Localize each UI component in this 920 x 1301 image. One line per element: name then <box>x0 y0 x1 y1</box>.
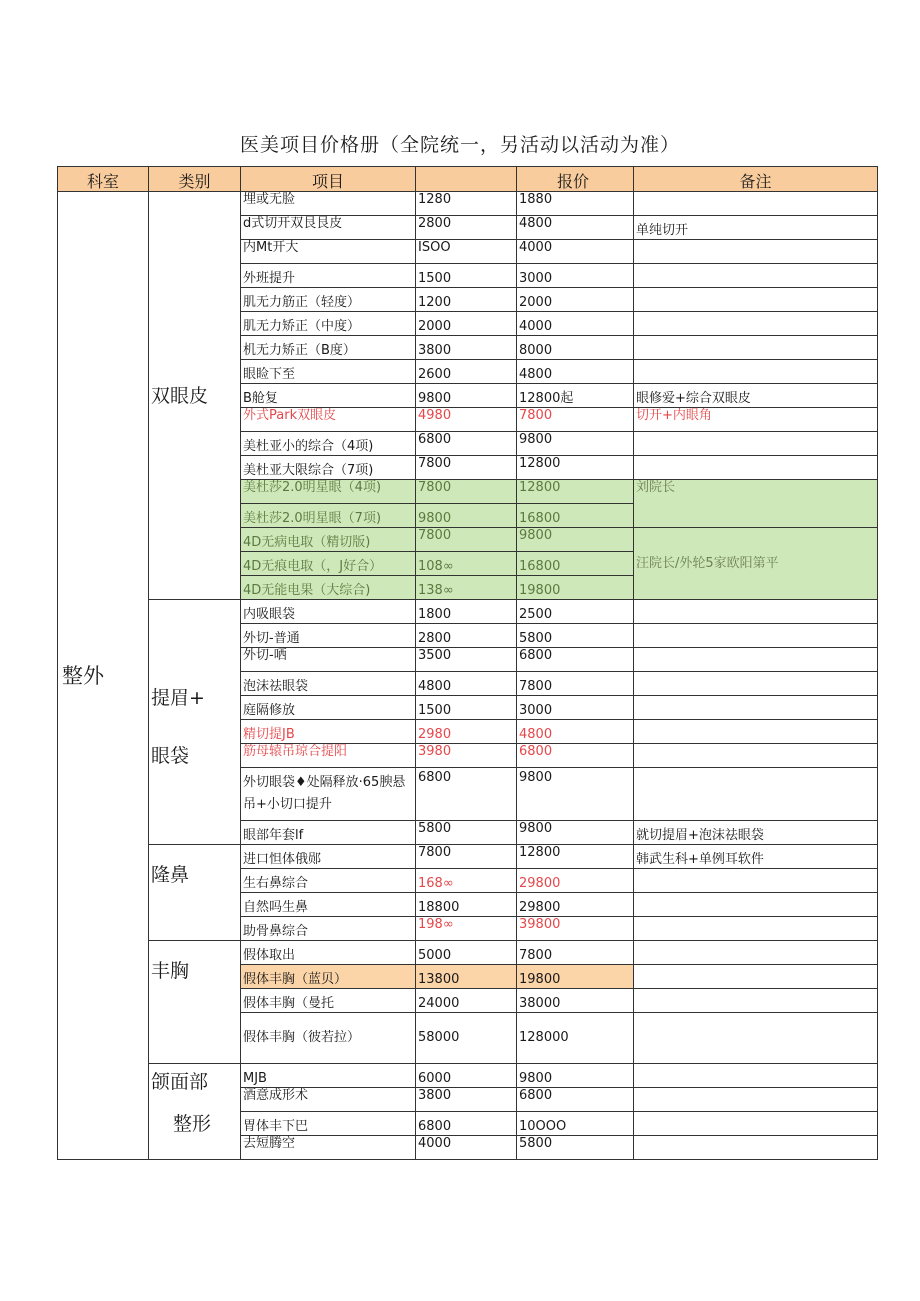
price-2: 4800 <box>517 360 634 384</box>
note <box>634 1064 878 1088</box>
note <box>634 869 878 893</box>
price-2: 9800 <box>517 768 634 821</box>
item-name: 助骨鼻综合 <box>241 917 416 941</box>
category-label: 整形 <box>173 1113 212 1135</box>
note: 汪院长/外轮5家欧阳第平 <box>634 528 878 600</box>
item-name: 内吸眼袋 <box>241 600 416 624</box>
price-2: 3000 <box>517 264 634 288</box>
price-1: 6800 <box>416 1112 517 1136</box>
note <box>634 989 878 1013</box>
header-note: 备注 <box>634 167 878 192</box>
price-1: 18800 <box>416 893 517 917</box>
item-name: 生右鼻综合 <box>241 869 416 893</box>
note <box>634 768 878 821</box>
price-1: 2800 <box>416 216 517 240</box>
price-1: 4800 <box>416 672 517 696</box>
note <box>634 624 878 648</box>
price-1: 3500 <box>416 648 517 672</box>
price-2: 128000 <box>517 1013 634 1064</box>
price-2: 6800 <box>517 648 634 672</box>
item-name: 4D无痕电取（，J好合） <box>241 552 416 576</box>
price-2: 16800 <box>517 552 634 576</box>
item-name: 酒意成形术 <box>241 1088 416 1112</box>
price-2: 4000 <box>517 240 634 264</box>
category-label: 丰胸 <box>151 960 190 982</box>
note <box>634 1136 878 1160</box>
price-1: 138∞ <box>416 576 517 600</box>
price-1: 1500 <box>416 264 517 288</box>
price-1: 4000 <box>416 1136 517 1160</box>
price-1: 1280 <box>416 192 517 216</box>
price-1: 2800 <box>416 624 517 648</box>
price-2: 29800 <box>517 893 634 917</box>
table-header-row <box>58 167 878 192</box>
note: 就切提眉+泡沫祛眼袋 <box>634 821 878 845</box>
price-1: 6800 <box>416 768 517 821</box>
item-name: 进口怛体俄郧 <box>241 845 416 869</box>
note <box>634 941 878 965</box>
price-2: 6800 <box>517 1088 634 1112</box>
price-1: 1200 <box>416 288 517 312</box>
price-2: 19800 <box>517 965 634 989</box>
price-2: 12800 <box>517 480 634 504</box>
category-double-eyelid <box>149 192 241 600</box>
note <box>634 264 878 288</box>
note <box>634 696 878 720</box>
price-2: 2500 <box>517 600 634 624</box>
item-name: 埋或无脸 <box>241 192 416 216</box>
item-name: 假体取出 <box>241 941 416 965</box>
price-1: 2980 <box>416 720 517 744</box>
price-1: 9800 <box>416 504 517 528</box>
price-2: 8000 <box>517 336 634 360</box>
price-1: 58000 <box>416 1013 517 1064</box>
note: 刘院长 <box>634 480 878 528</box>
item-name: 眼部年套lf <box>241 821 416 845</box>
note <box>634 720 878 744</box>
item-name: 筋母辕吊琼合提阳 <box>241 744 416 768</box>
price-table <box>57 166 878 1160</box>
note <box>634 432 878 456</box>
price-2: 12800起 <box>517 384 634 408</box>
price-2: 7800 <box>517 408 634 432</box>
item-name: 4D无病电取（精切版) <box>241 528 416 552</box>
note <box>634 336 878 360</box>
item-name: MJB <box>241 1064 416 1088</box>
item-name: 美杜莎2.0明星眼（4项) <box>241 480 416 504</box>
item-name: 眼睑下至 <box>241 360 416 384</box>
page-title: 医美项目价格册（全院统一，另活动以活动为准） <box>239 134 680 156</box>
price-1: 7800 <box>416 528 517 552</box>
price-2: 9800 <box>517 821 634 845</box>
table-row <box>58 192 878 216</box>
note <box>634 893 878 917</box>
header-dept: 科室 <box>58 167 149 192</box>
note <box>634 917 878 941</box>
item-name: 肌无力矫正（中度） <box>241 312 416 336</box>
item-name: 内Mt开大 <box>241 240 416 264</box>
price-1: 5800 <box>416 821 517 845</box>
price-2: 4800 <box>517 216 634 240</box>
category-label: 双眼皮 <box>151 384 209 407</box>
note <box>634 240 878 264</box>
header-category: 类别 <box>149 167 241 192</box>
table-row <box>58 600 878 624</box>
price-2: 6800 <box>517 744 634 768</box>
item-name: 美杜亚大限综合（7项) <box>241 456 416 480</box>
note: 单纯切开 <box>634 216 878 240</box>
header-item: 项目 <box>241 167 416 192</box>
note: 切开+内眼角 <box>634 408 878 432</box>
category-label: 隆鼻 <box>151 864 190 886</box>
price-2: 12800 <box>517 845 634 869</box>
price-1: 198∞ <box>416 917 517 941</box>
price-2: 9800 <box>517 432 634 456</box>
note <box>634 192 878 216</box>
price-2: 1880 <box>517 192 634 216</box>
price-2: 38000 <box>517 989 634 1013</box>
price-1: 4980 <box>416 408 517 432</box>
item-name: 泡沫祛眼袋 <box>241 672 416 696</box>
price-1: 2000 <box>416 312 517 336</box>
item-name: 外式Park双眼皮 <box>241 408 416 432</box>
header-price-blank <box>416 167 517 192</box>
price-1: 7800 <box>416 845 517 869</box>
price-2: 7800 <box>517 941 634 965</box>
table-row <box>58 1064 878 1088</box>
item-name: 庭隔修放 <box>241 696 416 720</box>
item-name: 机无力矫正（B度） <box>241 336 416 360</box>
price-1: 3800 <box>416 336 517 360</box>
price-1: 7800 <box>416 480 517 504</box>
price-1: 5000 <box>416 941 517 965</box>
price-2: 10OOO <box>517 1112 634 1136</box>
note: 韩武生科+单例耳软件 <box>634 845 878 869</box>
price-1: 1500 <box>416 696 517 720</box>
category-label: 提眉+ <box>151 687 205 709</box>
price-2: 5800 <box>517 624 634 648</box>
item-name: 肌无力筋正（轻度） <box>241 288 416 312</box>
category-breast <box>149 941 241 1064</box>
item-name-text: 外切眼袋♦处隔释放·65腴悬吊+小切口提升 <box>243 775 406 812</box>
price-2: 3000 <box>517 696 634 720</box>
category-nose <box>149 845 241 941</box>
price-1: ISOO <box>416 240 517 264</box>
price-2: 9800 <box>517 1064 634 1088</box>
item-name: 假体丰胸（曼托 <box>241 989 416 1013</box>
price-1: 6800 <box>416 432 517 456</box>
item-name: 外切-哂 <box>241 648 416 672</box>
price-2: 4800 <box>517 720 634 744</box>
item-name: 假体丰胸（彼若拉） <box>241 1013 416 1064</box>
category-brow-eyebag <box>149 600 241 845</box>
price-2: 16800 <box>517 504 634 528</box>
price-1: 1800 <box>416 600 517 624</box>
price-2: 2000 <box>517 288 634 312</box>
price-1: 6000 <box>416 1064 517 1088</box>
dept-cell: 整外 <box>58 192 149 1160</box>
item-name: 精切提JB <box>241 720 416 744</box>
note <box>634 600 878 624</box>
item-name: 胃体丰下巴 <box>241 1112 416 1136</box>
item-name: d式切开双艮艮皮 <box>241 216 416 240</box>
price-1: 3980 <box>416 744 517 768</box>
item-name: 外切-普通 <box>241 624 416 648</box>
price-2: 9800 <box>517 528 634 552</box>
price-1: 24000 <box>416 989 517 1013</box>
price-2: 5800 <box>517 1136 634 1160</box>
note <box>634 1013 878 1064</box>
item-name: 外班提升 <box>241 264 416 288</box>
header-price: 报价 <box>517 167 634 192</box>
note <box>634 672 878 696</box>
price-1: 3800 <box>416 1088 517 1112</box>
note <box>634 965 878 989</box>
note <box>634 456 878 480</box>
category-face <box>149 1064 241 1160</box>
price-2: 19800 <box>517 576 634 600</box>
item-name: 美杜亚小的综合（4项) <box>241 432 416 456</box>
note <box>634 648 878 672</box>
item-name: 4D无能电果（大综合) <box>241 576 416 600</box>
price-1: 13800 <box>416 965 517 989</box>
table-row <box>58 941 878 965</box>
item-name: 自然吗生鼻 <box>241 893 416 917</box>
price-1: 168∞ <box>416 869 517 893</box>
price-2: 12800 <box>517 456 634 480</box>
price-1: 108∞ <box>416 552 517 576</box>
price-1: 7800 <box>416 456 517 480</box>
item-name: B舱复 <box>241 384 416 408</box>
item-name: 美杜莎2.0明星眼（7项) <box>241 504 416 528</box>
note <box>634 1112 878 1136</box>
price-2: 4000 <box>517 312 634 336</box>
item-name <box>241 768 416 821</box>
item-name: 去短腾空 <box>241 1136 416 1160</box>
price-1: 2600 <box>416 360 517 384</box>
note: 眼修爱+综合双眼皮 <box>634 384 878 408</box>
category-label: 眼袋 <box>151 745 190 767</box>
category-label: 颌面部 <box>151 1071 209 1093</box>
note <box>634 312 878 336</box>
note <box>634 288 878 312</box>
table-row <box>58 845 878 869</box>
item-name: 假体丰胸（蓝贝） <box>241 965 416 989</box>
price-1: 9800 <box>416 384 517 408</box>
price-2: 7800 <box>517 672 634 696</box>
note <box>634 360 878 384</box>
note <box>634 744 878 768</box>
note <box>634 1088 878 1112</box>
price-2: 39800 <box>517 917 634 941</box>
price-2: 29800 <box>517 869 634 893</box>
